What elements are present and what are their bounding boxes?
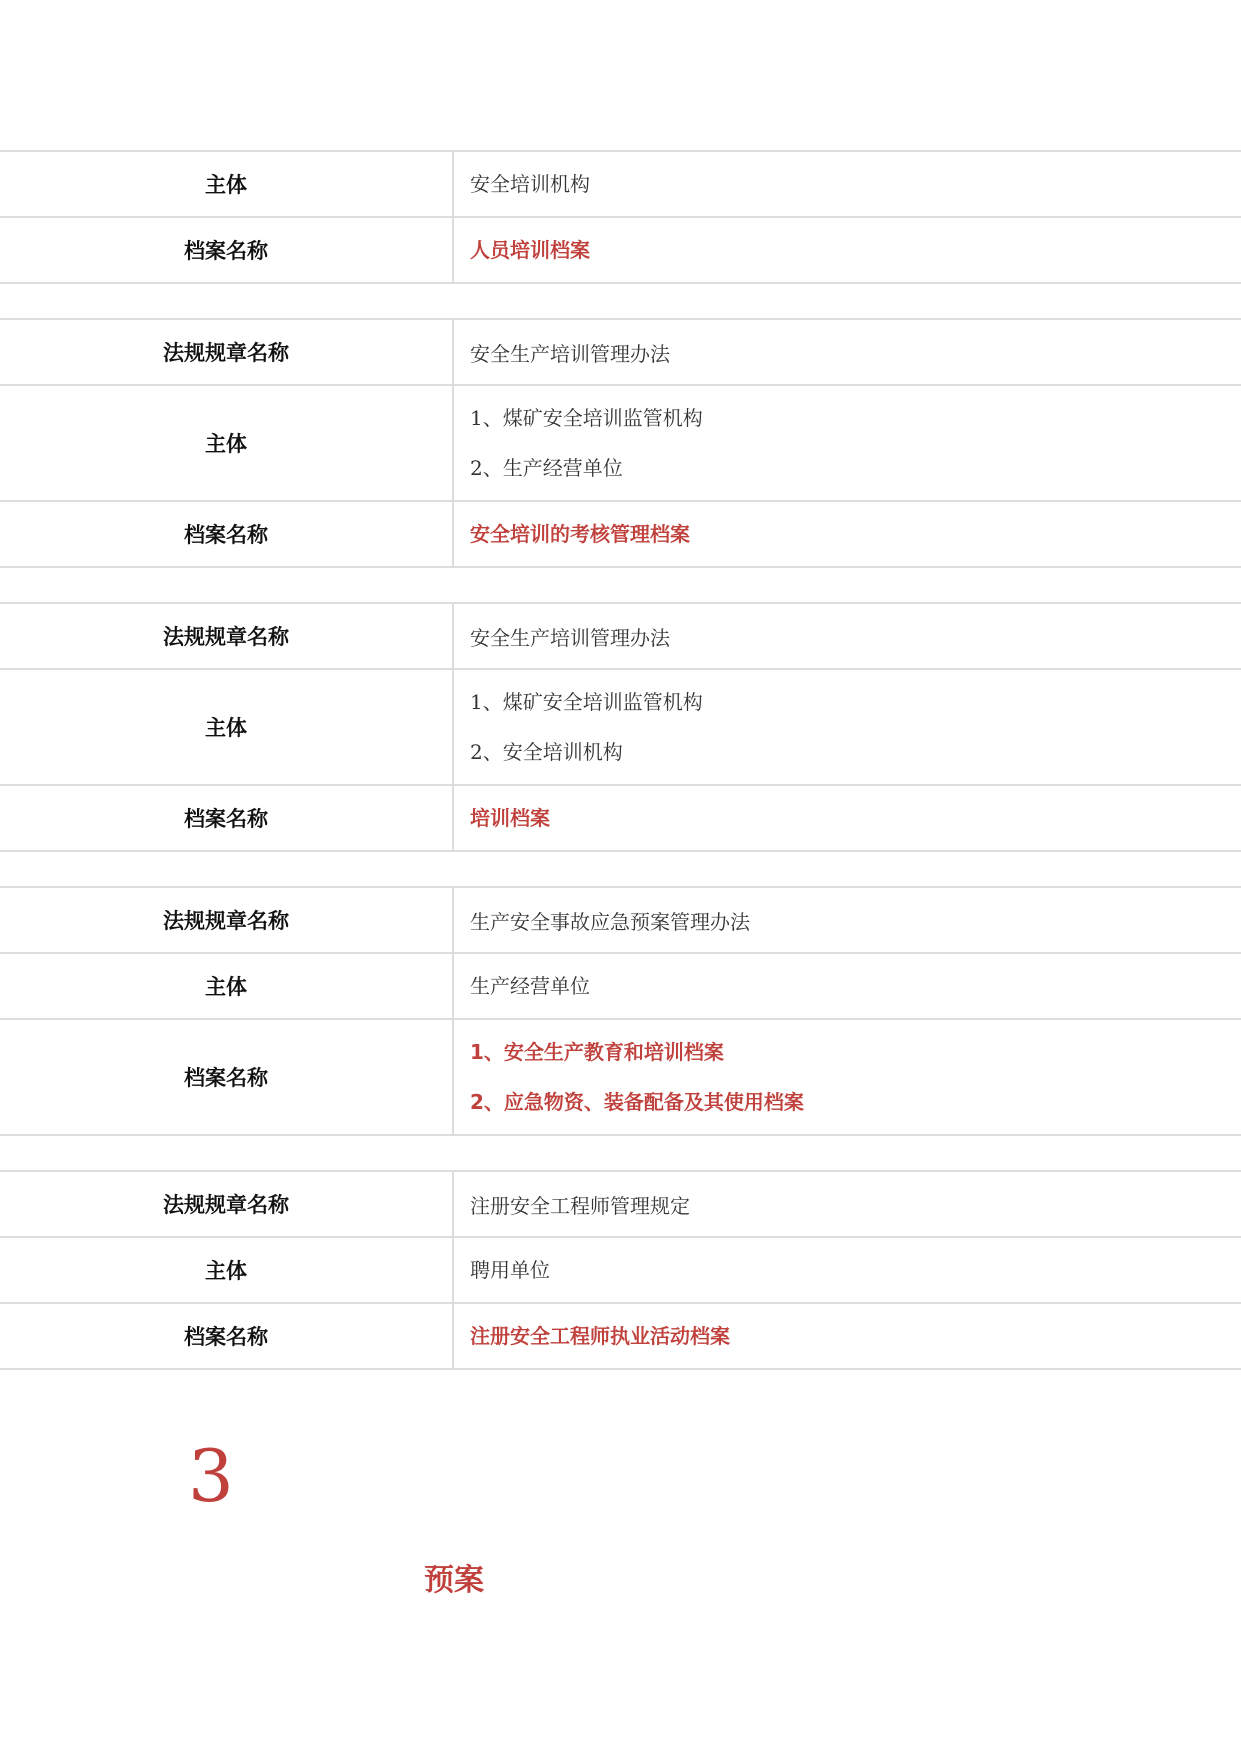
section-number: 3 (188, 1434, 234, 1518)
subject-value (453, 1237, 1241, 1303)
law-value: 安全生产培训管理办法 (453, 603, 1241, 669)
archive-label: 档案名称 (0, 1303, 453, 1369)
archive-line: 人员培训档案 (470, 238, 590, 262)
law-value: 安全生产培训管理办法 (453, 319, 1241, 385)
law-label: 法规规章名称 (0, 319, 453, 385)
subject-row (0, 151, 1241, 217)
subject-line: 2、安全培训机构 (470, 740, 623, 764)
archive-label: 档案名称 (0, 501, 453, 567)
subject-value (453, 669, 1241, 785)
archive-line: 培训档案 (470, 806, 550, 830)
table-gap (0, 568, 1241, 602)
subject-row (0, 1237, 1241, 1303)
subject-line: 生产经营单位 (470, 974, 590, 998)
record-table (0, 318, 1241, 568)
subject-value (453, 385, 1241, 501)
subject-line: 安全培训机构 (470, 172, 590, 196)
archive-value (453, 1019, 1241, 1135)
subject-row (0, 385, 1241, 501)
law-row (0, 887, 1241, 953)
archive-value (453, 785, 1241, 851)
law-row (0, 603, 1241, 669)
subject-label: 主体 (0, 151, 453, 217)
section-title: 预案 (424, 1563, 484, 1598)
archive-label: 档案名称 (0, 785, 453, 851)
law-label: 法规规章名称 (0, 887, 453, 953)
record-table (0, 602, 1241, 852)
archive-line: 安全培训的考核管理档案 (470, 522, 690, 546)
record-table (0, 886, 1241, 1136)
subject-line: 聘用单位 (470, 1258, 550, 1282)
archive-value (453, 501, 1241, 567)
archive-label: 档案名称 (0, 1019, 453, 1135)
subject-line: 1、煤矿安全培训监管机构 (470, 690, 703, 714)
archive-line: 2、应急物资、装备配备及其使用档案 (470, 1090, 804, 1114)
law-value: 生产安全事故应急预案管理办法 (453, 887, 1241, 953)
archive-row (0, 1303, 1241, 1369)
archive-line: 注册安全工程师执业活动档案 (470, 1324, 730, 1348)
subject-label: 主体 (0, 385, 453, 501)
table-gap (0, 284, 1241, 318)
archive-value (453, 1303, 1241, 1369)
document-body (0, 150, 1241, 1370)
archive-row (0, 785, 1241, 851)
law-label: 法规规章名称 (0, 603, 453, 669)
subject-label: 主体 (0, 953, 453, 1019)
law-row (0, 1171, 1241, 1237)
law-row (0, 319, 1241, 385)
record-table (0, 1170, 1241, 1370)
archive-row (0, 217, 1241, 283)
law-label: 法规规章名称 (0, 1171, 453, 1237)
subject-label: 主体 (0, 1237, 453, 1303)
archive-row (0, 1019, 1241, 1135)
subject-row (0, 953, 1241, 1019)
subject-row (0, 669, 1241, 785)
table-gap (0, 852, 1241, 886)
archive-line: 1、安全生产教育和培训档案 (470, 1040, 724, 1064)
subject-line: 2、生产经营单位 (470, 456, 623, 480)
table-gap (0, 1136, 1241, 1170)
record-table (0, 150, 1241, 284)
archive-row (0, 501, 1241, 567)
subject-value (453, 953, 1241, 1019)
archive-value (453, 217, 1241, 283)
law-value: 注册安全工程师管理规定 (453, 1171, 1241, 1237)
subject-line: 1、煤矿安全培训监管机构 (470, 406, 703, 430)
subject-value (453, 151, 1241, 217)
archive-label: 档案名称 (0, 217, 453, 283)
subject-label: 主体 (0, 669, 453, 785)
